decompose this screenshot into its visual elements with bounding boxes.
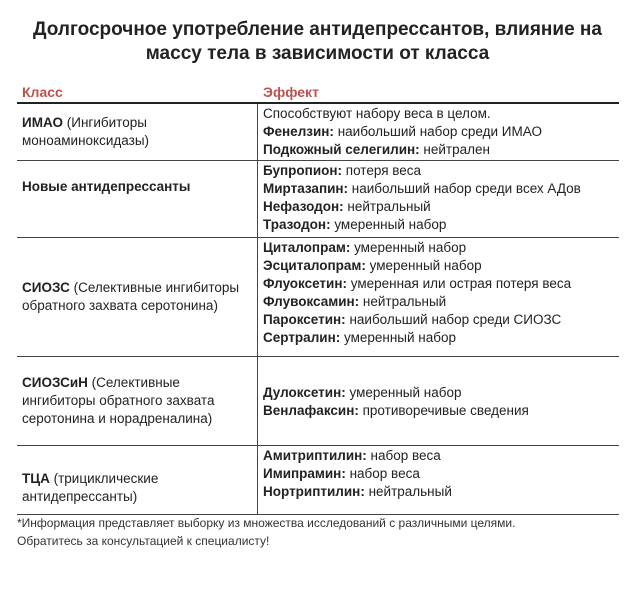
page-title (0, 18, 635, 66)
effect-line (263, 216, 619, 234)
effect-line (263, 402, 619, 420)
effect-text: наибольший набор среди ИМАО (333, 124, 542, 139)
effect-line (263, 447, 619, 465)
class-description: (Селективные ингибиторы обратного захвата серотонина и норадреналина) (22, 375, 215, 426)
effect-line (263, 384, 619, 402)
effect-line (263, 105, 619, 123)
effect-text: нейтральный (359, 294, 447, 309)
effect-line (263, 123, 619, 141)
drug-name: Эсциталопрам: (263, 258, 366, 273)
effect-text: противоречивые сведения (358, 402, 529, 418)
table-row (17, 238, 619, 357)
effect-text: наибольший набор среди СИОЗС (345, 312, 562, 327)
effect-line (263, 483, 619, 501)
effect-line (263, 329, 619, 347)
class-cell (17, 238, 258, 356)
effect-text: умеренный набор (350, 240, 467, 255)
header-class: Класс (22, 84, 63, 100)
effect-text: наибольший набор среди всех АДов (348, 181, 581, 196)
title-line-1: Долгосрочное употребление антидепрессантов, влияние на (33, 19, 602, 40)
class-description: (Ингибиторы моноаминоксидазы) (22, 115, 150, 148)
class-description: (Селективные ингибиторы обратного захвата серотонина) (22, 280, 240, 313)
effect-text: нейтральный (364, 484, 452, 499)
drug-name: Сертралин: (263, 330, 341, 345)
drug-name: Нортриптилин: (263, 484, 365, 499)
class-name: ИМАО (22, 115, 64, 130)
table-row (17, 446, 619, 515)
effect-text: набор веса (345, 466, 420, 481)
effect-cell (258, 238, 619, 356)
effect-text: нейтрален (419, 142, 490, 157)
header-effect: Эффект (263, 84, 319, 100)
drug-name: Подкожный селегилин: (263, 142, 420, 157)
footnote-line-1: *Информация представляет выборку из множества исследований с различными целями. (17, 516, 516, 530)
drug-name: Амитриптилин: (263, 448, 367, 463)
class-cell (17, 104, 258, 160)
footnote (17, 514, 619, 550)
effect-text: Способствуют набору веса в целом. (263, 106, 491, 121)
class-name: СИОЗС (22, 280, 70, 295)
drug-name: Имипрамин: (263, 466, 346, 481)
drug-name: Циталопрам: (263, 240, 351, 255)
effect-text: потеря веса (342, 163, 422, 178)
effect-cell (258, 161, 619, 237)
effect-line (263, 465, 619, 483)
effect-text: набор веса (366, 448, 441, 463)
effect-line (263, 275, 619, 293)
drug-name: Нефазодон: (263, 199, 344, 214)
class-name: Новые антидепрессанты (22, 179, 191, 194)
effect-line (263, 141, 619, 159)
class-cell (17, 161, 258, 237)
drug-name: Тразодон: (263, 217, 331, 232)
table-row (17, 161, 619, 238)
drug-name: Флувоксамин: (263, 294, 360, 309)
effect-text: умеренный набор (365, 258, 482, 273)
effect-text: умеренная или острая потеря веса (346, 276, 572, 291)
footnote-line-2: Обратитесь за консультацией к специалисту! (17, 534, 270, 548)
table-row (17, 104, 619, 161)
class-cell (17, 446, 258, 514)
effect-text: умеренный набор (340, 330, 456, 345)
effect-cell (258, 357, 619, 445)
drug-name: Дулоксетин: (263, 384, 346, 400)
effect-line (263, 311, 619, 329)
effect-text: умеренный набор (330, 217, 447, 232)
drug-name: Миртазапин: (263, 181, 349, 196)
table-header (17, 82, 619, 104)
drug-name: Венлафаксин: (263, 402, 359, 418)
effect-line (263, 257, 619, 275)
class-name: СИОЗСиН (22, 375, 88, 390)
effect-text: нейтральный (343, 199, 431, 214)
table-row (17, 357, 619, 446)
effect-line (263, 293, 619, 311)
title-line-2: массу тела в зависимости от класса (145, 43, 490, 64)
class-name: ТЦА (22, 471, 50, 486)
effect-line (263, 198, 619, 216)
effect-cell (258, 446, 619, 514)
effect-line (263, 239, 619, 257)
effect-text: умеренный набор (345, 384, 462, 400)
class-cell (17, 357, 258, 445)
drug-name: Бупропион: (263, 163, 343, 178)
effect-line (263, 162, 619, 180)
effect-cell (258, 104, 619, 160)
antidepressant-table (17, 82, 619, 515)
drug-name: Фенелзин: (263, 124, 334, 139)
effect-line (263, 180, 619, 198)
class-description: (трициклические антидепрессанты) (22, 471, 159, 504)
drug-name: Пароксетин: (263, 312, 346, 327)
drug-name: Флуоксетин: (263, 276, 347, 291)
